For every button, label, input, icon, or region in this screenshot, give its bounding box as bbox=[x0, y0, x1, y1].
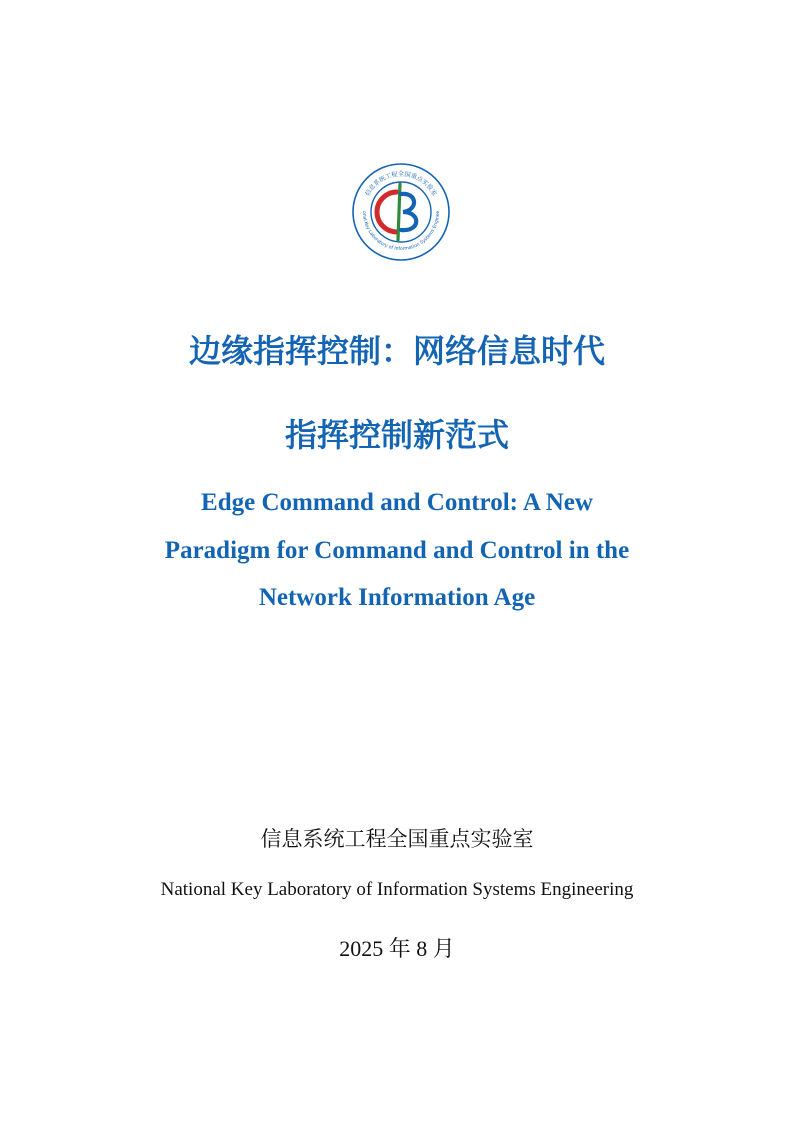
organization-name-en: National Key Laboratory of Information Systems Engineering bbox=[160, 879, 634, 900]
title-en-line3: Network Information Age bbox=[258, 584, 536, 611]
publication-date: 2025 年 8 月 bbox=[339, 936, 455, 961]
logo-ring-text-top: 信息系统工程全国重点实验室 bbox=[364, 171, 438, 198]
organization-name-cn: 信息系统工程全国重点实验室 bbox=[260, 827, 534, 851]
title-cn-line1: 边缘指挥控制：网络信息时代 bbox=[188, 332, 605, 370]
title-en-line2: Paradigm for Command and Control in the bbox=[164, 537, 630, 564]
logo-ring-text-bottom: onal Key Laboratory of Information Systems Enginee bbox=[360, 210, 442, 253]
title-cn-line2: 指挥控制新范式 bbox=[284, 416, 509, 454]
laboratory-logo bbox=[351, 162, 451, 262]
title-en-line1: Edge Command and Control: A New bbox=[201, 489, 593, 516]
